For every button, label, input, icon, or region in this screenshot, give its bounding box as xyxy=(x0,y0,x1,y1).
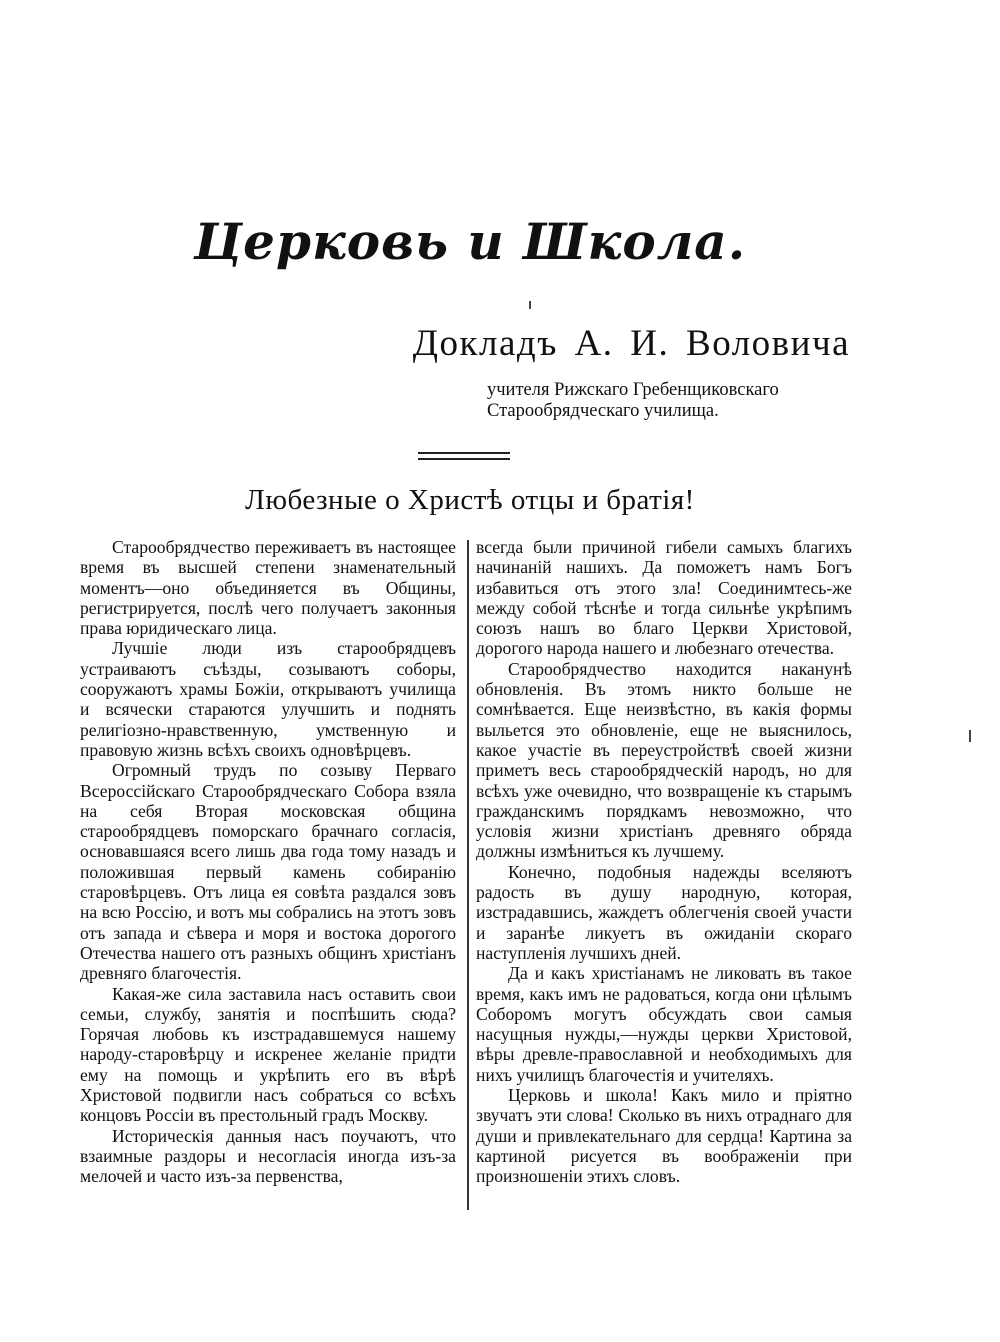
paragraph: Конечно, подобныя надежды вселяютъ радость въ душу народную, которая, изстрадавшись, жаждетъ облегченія своей участи и заранѣе ликуетъ въ ожиданіи скораго наступленія лучшихъ дней. xyxy=(476,861,852,963)
text-column-right xyxy=(476,537,852,1187)
author-title-line: Старообрядческаго училища. xyxy=(487,401,719,421)
paragraph: Старообрядчество переживаетъ въ настоящее время въ высшей степени знаменательный моментъ—оно объединяется въ Общины, регистрируется, послѣ чего получаетъ законныя права юридическаго лица. xyxy=(80,537,456,639)
paragraph: Лучшіе люди изъ старообрядцевъ устраиваютъ съѣзды, созываютъ соборы, сооружаютъ храмы Божіи, открываютъ училища и всячески стараются улучшить и поднять религіозно-нравственную, умственную и правовую жизнь всѣхъ своихъ одновѣрцевъ. xyxy=(80,638,456,760)
column-divider xyxy=(467,540,469,1210)
print-speck xyxy=(529,301,531,309)
text-column-left xyxy=(80,537,456,1187)
report-heading: Докладъ А. И. Воловича xyxy=(412,323,850,364)
paragraph: всегда были причиной гибели самыхъ благихъ начинаній нашихъ. Да поможетъ намъ Богъ избавиться отъ этого зла! Соединимтесь-же между собой тѣснѣе и тогда сильнѣе укрѣпимъ союзъ нашъ во благо Церкви Христовой, дорогого народа нашего и любезнаго отечества. xyxy=(476,537,852,659)
paragraph: Историческія данныя насъ поучаютъ, что взаимные раздоры и несогласія иногда изъ-за мелочей и часто изъ-за первенства, xyxy=(80,1125,456,1187)
paragraph: Церковь и школа! Какъ мило и пріятно звучатъ эти слова! Сколько въ нихъ отраднаго для души и привлекательнаго для сердца! Картина за картиной рисуется въ воображеніи при произношеніи этихъ словъ. xyxy=(476,1085,852,1187)
paragraph: Старообрядчество находится наканунѣ обновленія. Въ этомъ никто больше не сомнѣвается. Еще неизвѣстно, въ какія формы выльется это обновленіе, еще не выяснилось, какое участіе въ переустройствѣ своей жизни приметъ весь старообрядческій народъ, но для всѣхъ уже очевидно, что возвращеніе къ старымъ гражданскимъ порядкамъ невозможно, что условія жизни христіанъ древняго обряда должны измѣниться къ лучшему. xyxy=(476,658,852,862)
author-title-line: учителя Рижскаго Гребенщиковскаго xyxy=(487,380,779,400)
paragraph: Да и какъ христіанамъ не ликовать въ такое время, какъ имъ не радоваться, когда они цѣлымъ Соборомъ могутъ обсуждать свои самыя насущныя нужды,—нужды церкви Христовой, вѣры древле-православной и необходимыхъ для нихъ училищъ благочестія и учителяхъ. xyxy=(476,963,852,1085)
page-title: Церковь и Школа. xyxy=(193,212,747,271)
section-divider xyxy=(418,452,510,460)
paragraph: Огромный трудъ по созыву Перваго Всероссійскаго Старообрядческаго Собора взяла на себя Вторая московская община старообрядцевъ поморскаго брачнаго согласія, основавшаяся всего лишь два года тому назадъ и положившая первый камень собиранію старовѣрцевъ. Отъ лица ея совѣта раздался зовъ на всю Россію, и вотъ мы собрались на этотъ зовъ отъ запада и сѣвера и моря и востока дорогого Отечества нашего отъ разныхъ общинъ христіанъ древняго благочестія. xyxy=(80,760,456,984)
print-speck xyxy=(969,730,971,742)
paragraph: Какая-же сила заставила насъ оставить свои семьи, службу, занятія и поспѣшить сюда? Горячая любовь къ изстрадавшемуся нашему народу-старовѣрцу и искренее желаніе придти ему на помощь и укрѣпить его въ вѣрѣ Христовой подвигли насъ собраться со всѣхъ концовъ Россіи въ престольный градъ Москву. xyxy=(80,983,456,1126)
author-title xyxy=(487,380,887,422)
greeting-heading: Любезные о Христѣ отцы и братія! xyxy=(245,484,695,516)
